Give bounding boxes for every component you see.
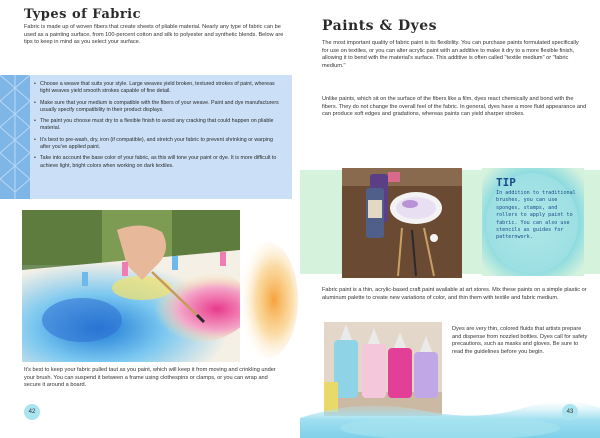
tip-text: In addition to traditional brushes, you can use sponges, stamps, and rollers to apply paint to fabric. You can also use stencils as guides for patternwork. [496,190,576,241]
tip-item: • Choose a weave that suits your style. Large weaves yield broken, textured strokes of paint, whereas tight weaves yield smooth strokes capable of fine detail. [34,81,284,95]
tips-box [0,75,292,199]
tip-panel [482,168,584,276]
geometric-pattern [0,75,30,199]
fabric-painting-photo [22,210,240,362]
right-page-title: Paints & Dyes [322,18,438,34]
tip-item: • Take into account the base color of your fabric, as this will tone your paint or dye. It is more difficult to achieve light, bright colors when working on dark textiles. [34,155,284,169]
right-page [300,0,600,438]
triangle-pattern-icon [0,75,30,199]
right-intro: The most important quality of fabric paint is its flexibility. You can purchase paints formulated specifically for use on textiles, or you can alter acrylic paint with an additive to make it dry to a more flexible finish, allowing it to bend with the material's surface. This additive is often called "textile medium" or "fabric medium." [322,40,579,69]
tip-item: • The paint you choose must dry to a flexible finish to avoid any cracking that could happen on pliable material. [34,118,284,132]
watercolor-splash [238,240,298,360]
left-intro: Fabric is made up of woven fibers that create sheets of pliable material. Nearly any type of fabric can be used as a painting surface, from 100-percent cotton and silk to polyester and synthetic blends. Below are tips to keep in mind as you select your surface. [24,24,284,46]
page-number-left: 42 [24,404,40,420]
dyes-text: Unlike paints, which sit on the surface of the fibers like a film, dyes react chemically and bond with the fibers. They do not change the overall feel of the fabric. In general, dyes have a more fluid appearance and can produce soft edges and gradations, whereas paints can yield sharper strokes. [322,96,587,118]
fabric-paint-text: Fabric paint is a thin, acrylic-based craft paint available at art stores. Mix these paints on a simple plastic or aluminum palette to create new variations of color, and thin them with textile and fabric medium. [322,287,587,301]
watercolor-wash [300,388,600,438]
tip-title: TIP [496,176,516,189]
paint-bottles-photo [342,168,462,278]
page-number-right: 43 [562,404,578,420]
tip-item: • It's best to pre-wash, dry, iron (if compatible), and stretch your fabric to prevent shrinking or warping after you've applied paint. [34,137,284,151]
dyes-caption: Dyes are very thin, colored fluids that artists prepare and dispense from nozzled bottles. Dyes call for safety precautions, such as masks and gloves. Be sure to read the guidelines before you begin. [452,326,588,355]
tip-item: • Make sure that your medium is compatible with the fibers of your weave. Paint and dye manufacturers usually specify compatibility in their product displays. [34,100,284,114]
left-page-title: Types of Fabric [24,7,142,22]
left-caption: It's best to keep your fabric pulled taut as you paint, which will keep it from moving and crinkling under your brush. You can suspend it between a frame using clothespins or clamps, or you can wrap and secure it around a board. [24,367,276,389]
tips-list [34,81,284,174]
